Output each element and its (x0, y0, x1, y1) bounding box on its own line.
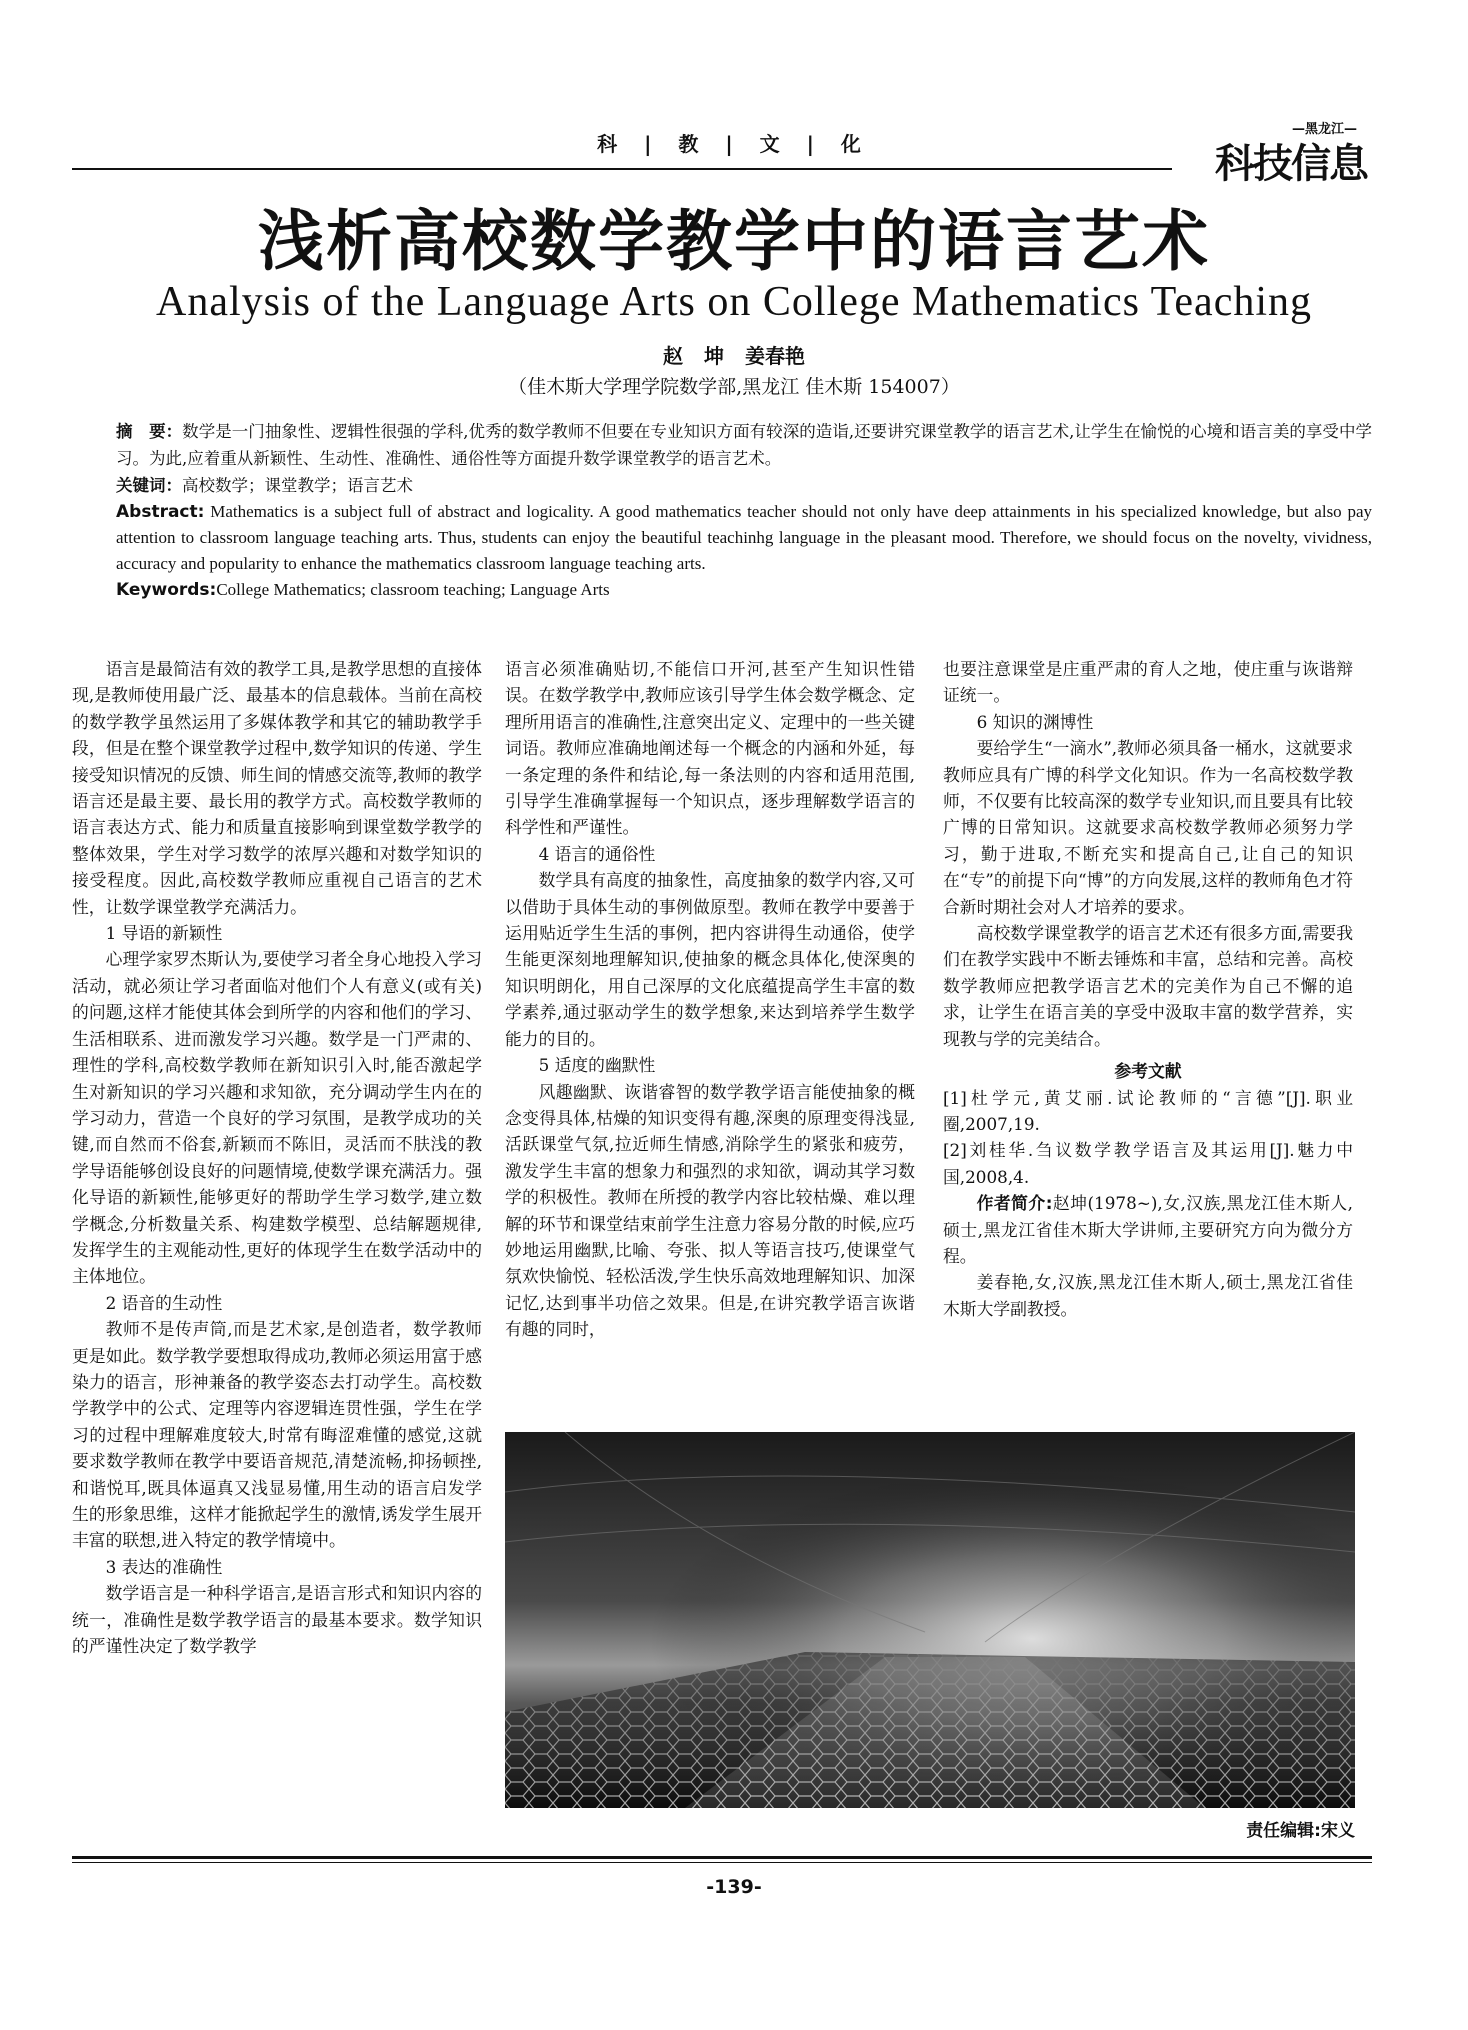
body-column-3 (943, 656, 1353, 1322)
references-title: 参考文献 (1114, 1061, 1182, 1082)
abstract-en (72, 499, 1372, 577)
section-tag: 科 | 教 | 文 | 化 (597, 132, 871, 156)
affiliation: （佳木斯大学理学院数学部,黑龙江 佳木斯 154007） (508, 376, 960, 398)
authors: 赵 坤 姜春艳 (663, 344, 805, 368)
abstract-cn-text: 数学是一门抽象性、逻辑性很强的学科,优秀的数学教师不但要在专业知识方面有较深的造诣,还要讲究课堂教学的语言艺术,让学生在愉悦的心境和语言美的享受中学习。为此,应着重从新颖性、生动性、准确性、通俗性等方面提升数学课堂教学的语言艺术。 (116, 422, 1372, 468)
abstract-en-text: Mathematics is a subject full of abstract and logicality. A good mathematics teacher should not only have deep attainments in his specialized knowledge, but also pay attention to classroom language teaching arts. Thus, students can enjoy the beautiful teachinhg language in the pleasant mood. Therefore, we should focus on the novelty, vividness, accuracy and popularity to enhance the mathematics classroom language teaching arts. (116, 502, 1372, 573)
keywords-en (72, 577, 1372, 603)
abstract-block (72, 418, 1372, 603)
paragraph: 风趣幽默、诙谐睿智的数学教学语言能使抽象的概念变得具体,枯燥的知识变得有趣,深奥的原理变得浅显,活跃课堂气氛,拉近师生情感,消除学生的紧张和疲劳，激发学生丰富的想象力和强烈的求知欲，调动其学习数学的积极性。教师在所授的教学内容比较枯燥、难以理解的环节和课堂结束前学生注意力容易分散的时候,应巧妙地运用幽默,比喻、夸张、拟人等语言技巧,使课堂气氛欢快愉悦、轻松活泼,学生快乐高效地理解知识、加深记忆,达到事半功倍之效果。但是,在讲究教学语言诙谐有趣的同时， (505, 1081, 915, 1340)
reference-item: [1]杜学元,黄艾丽.试论教师的“言德”[J].职业圈,2007,19. (943, 1087, 1353, 1134)
abstract-cn (72, 418, 1372, 472)
body-column-1 (72, 656, 482, 1659)
paragraph: 教师不是传声筒,而是艺术家,是创造者，数学教师更是如此。数学教学要想取得成功,教师必须运用富于感染力的语言，形神兼备的教学姿态去打动学生。高校数学教学中的公式、定理等内容逻辑连贯性强，学生在学习的过程中理解难度较大,时常有晦涩难懂的感觉,这就要求数学教师在教学中要语音规范,清楚流畅,抑扬顿挫,和谐悦耳,既具体逼真又浅显易懂,用生动的语言启发学生的形象思维，这样才能掀起学生的激情,诱发学生展开丰富的联想,进入特定的教学情境中。 (72, 1319, 482, 1551)
abstract-cn-label: 摘 要： (116, 422, 183, 441)
section-heading: 1 导语的新颖性 (105, 923, 223, 944)
title-english: Analysis of the Language Arts on College Mathematics Teaching (155, 279, 1312, 325)
keywords-en-label: Keywords: (116, 580, 217, 600)
paragraph: 高校数学课堂教学的语言艺术还有很多方面,需要我们在教学实践中不断去锤炼和丰富，总结和完善。高校数学教师应把教学语言艺术的完美作为自己不懈的追求，让学生在语言美的享受中汲取丰富的数学营养，实现教与学的完美结合。 (943, 923, 1353, 1049)
section-heading: 5 适度的幽默性 (538, 1055, 656, 1076)
author-bio (943, 1190, 1353, 1269)
reference-item: [2]刘桂华.刍议数学教学语言及其运用[J].魅力中国,2008,4. (943, 1140, 1353, 1187)
paragraph: 数学语言是一种科学语言,是语言形式和知识内容的统一，准确性是数学教学语言的最基本要求。数学知识的严谨性决定了数学教学 (72, 1583, 482, 1657)
decorative-photo (505, 1432, 1355, 1808)
paragraph: 语言是最简洁有效的教学工具,是教学思想的直接体现,是教师使用最广泛、最基本的信息载体。当前在高校的数学教学虽然运用了多媒体教学和其它的辅助教学手段，但是在整个课堂教学过程中,数学知识的传递、学生接受知识情况的反馈、师生间的情感交流等,教师的教学语言还是最主要、最长用的教学方式。高校数学教师的语言表达方式、能力和质量直接影响到课堂数学教学的整体效果，学生对学习数学的浓厚兴趣和对数学知识的接受程度。因此,高校数学教师应重视自己语言的艺术性，让数学课堂教学充满活力。 (72, 659, 482, 917)
title-chinese: 浅析高校数学教学中的语言艺术 (258, 203, 1210, 280)
responsible-editor: 责任编辑:宋义 (1246, 1821, 1355, 1841)
keywords-en-text: College Mathematics; classroom teaching; Language Arts (216, 580, 610, 599)
abstract-en-label: Abstract: (116, 502, 205, 522)
footer-rule (72, 1856, 1372, 1859)
paragraph: 语言必须准确贴切,不能信口开河,甚至产生知识性错误。在数学教学中,教师应该引导学生体会数学概念、定理所用语言的准确性,注意突出定义、定理中的一些关键词语。教师应准确地阐述每一个概念的内涵和外延，每一条定理的条件和结论,每一条法则的内容和适用范围,引导学生准确掌握每一个知识点，逐步理解数学语言的科学性和严谨性。 (505, 659, 915, 838)
logo-region: —黑龙江— (1291, 122, 1357, 137)
author-bio-text: 赵坤(1978~),女,汉族,黑龙江佳木斯人,硕士,黑龙江省佳木斯大学讲师,主要研究方向为微分方程。 (943, 1193, 1353, 1266)
journal-logo (1165, 118, 1375, 187)
keywords-cn-label: 关键词： (116, 476, 182, 495)
hexagon-landscape-image (505, 1432, 1355, 1808)
page-number: -139- (706, 1876, 762, 1898)
paragraph: 也要注意课堂是庄重严肃的育人之地，使庄重与诙谐辩证统一。 (943, 659, 1353, 706)
author-bio-2: 姜春艳,女,汉族,黑龙江佳木斯人,硕士,黑龙江省佳木斯大学副教授。 (943, 1272, 1353, 1319)
section-heading: 3 表达的准确性 (105, 1556, 223, 1577)
paragraph: 要给学生“一滴水”,教师必须具备一桶水，这就要求教师应具有广博的科学文化知识。作为一名高校数学教师，不仅要有比较高深的数学专业知识,而且要具有比较广博的日常知识。这就要求高校数学教师必须努力学习，勤于进取,不断充实和提高自己,让自己的知识在“专”的前提下向“博”的方向发展,这样的教师角色才符合新时期社会对人才培养的要求。 (943, 738, 1353, 917)
body-column-2 (505, 656, 915, 1343)
section-heading: 2 语音的生动性 (105, 1292, 223, 1313)
author-bio-label: 作者简介: (976, 1193, 1053, 1214)
logo-title: 科技信息 (1215, 141, 1367, 187)
paragraph: 数学具有高度的抽象性，高度抽象的数学内容,又可以借助于具体生动的事例做原型。教师在教学中要善于运用贴近学生生活的事例，把内容讲得生动通俗，使学生能更深刻地理解知识,使抽象的概念具体化,使深奥的知识明朗化，用自己深厚的文化底蕴提高学生丰富的数学素养,通过驱动学生的数学想象,来达到培养学生数学能力的目的。 (505, 870, 915, 1049)
section-heading: 4 语言的通俗性 (538, 843, 656, 864)
keywords-cn (72, 472, 1372, 499)
footer-rule-thin (72, 1862, 1372, 1863)
paragraph: 心理学家罗杰斯认为,要使学习者全身心地投入学习活动，就必须让学习者面临对他们个人有意义(或有关)的问题,这样才能使其体会到所学的内容和他们的学习、生活相联系、进而激发学习兴趣。数学是一门严肃的、理性的学科,高校数学教师在新知识引入时,能否激起学生对新知识的学习兴趣和求知欲，充分调动学生内在的学习动力，营造一个良好的学习氛围，是教学成功的关键,而自然而不俗套,新颖而不陈旧，灵活而不肤浅的教学导语能够创设良好的问题情境,使数学课充满活力。强化导语的新颖性,能够更好的帮助学生学习数学,建立数学概念,分析数量关系、构建数学模型、总结解题规律,发挥学生的主观能动性,更好的体现学生在数学活动中的主体地位。 (72, 949, 482, 1287)
keywords-cn-text: 高校数学；课堂教学；语言艺术 (182, 476, 413, 495)
section-heading: 6 知识的渊博性 (976, 711, 1094, 732)
header-rule (72, 168, 1172, 170)
